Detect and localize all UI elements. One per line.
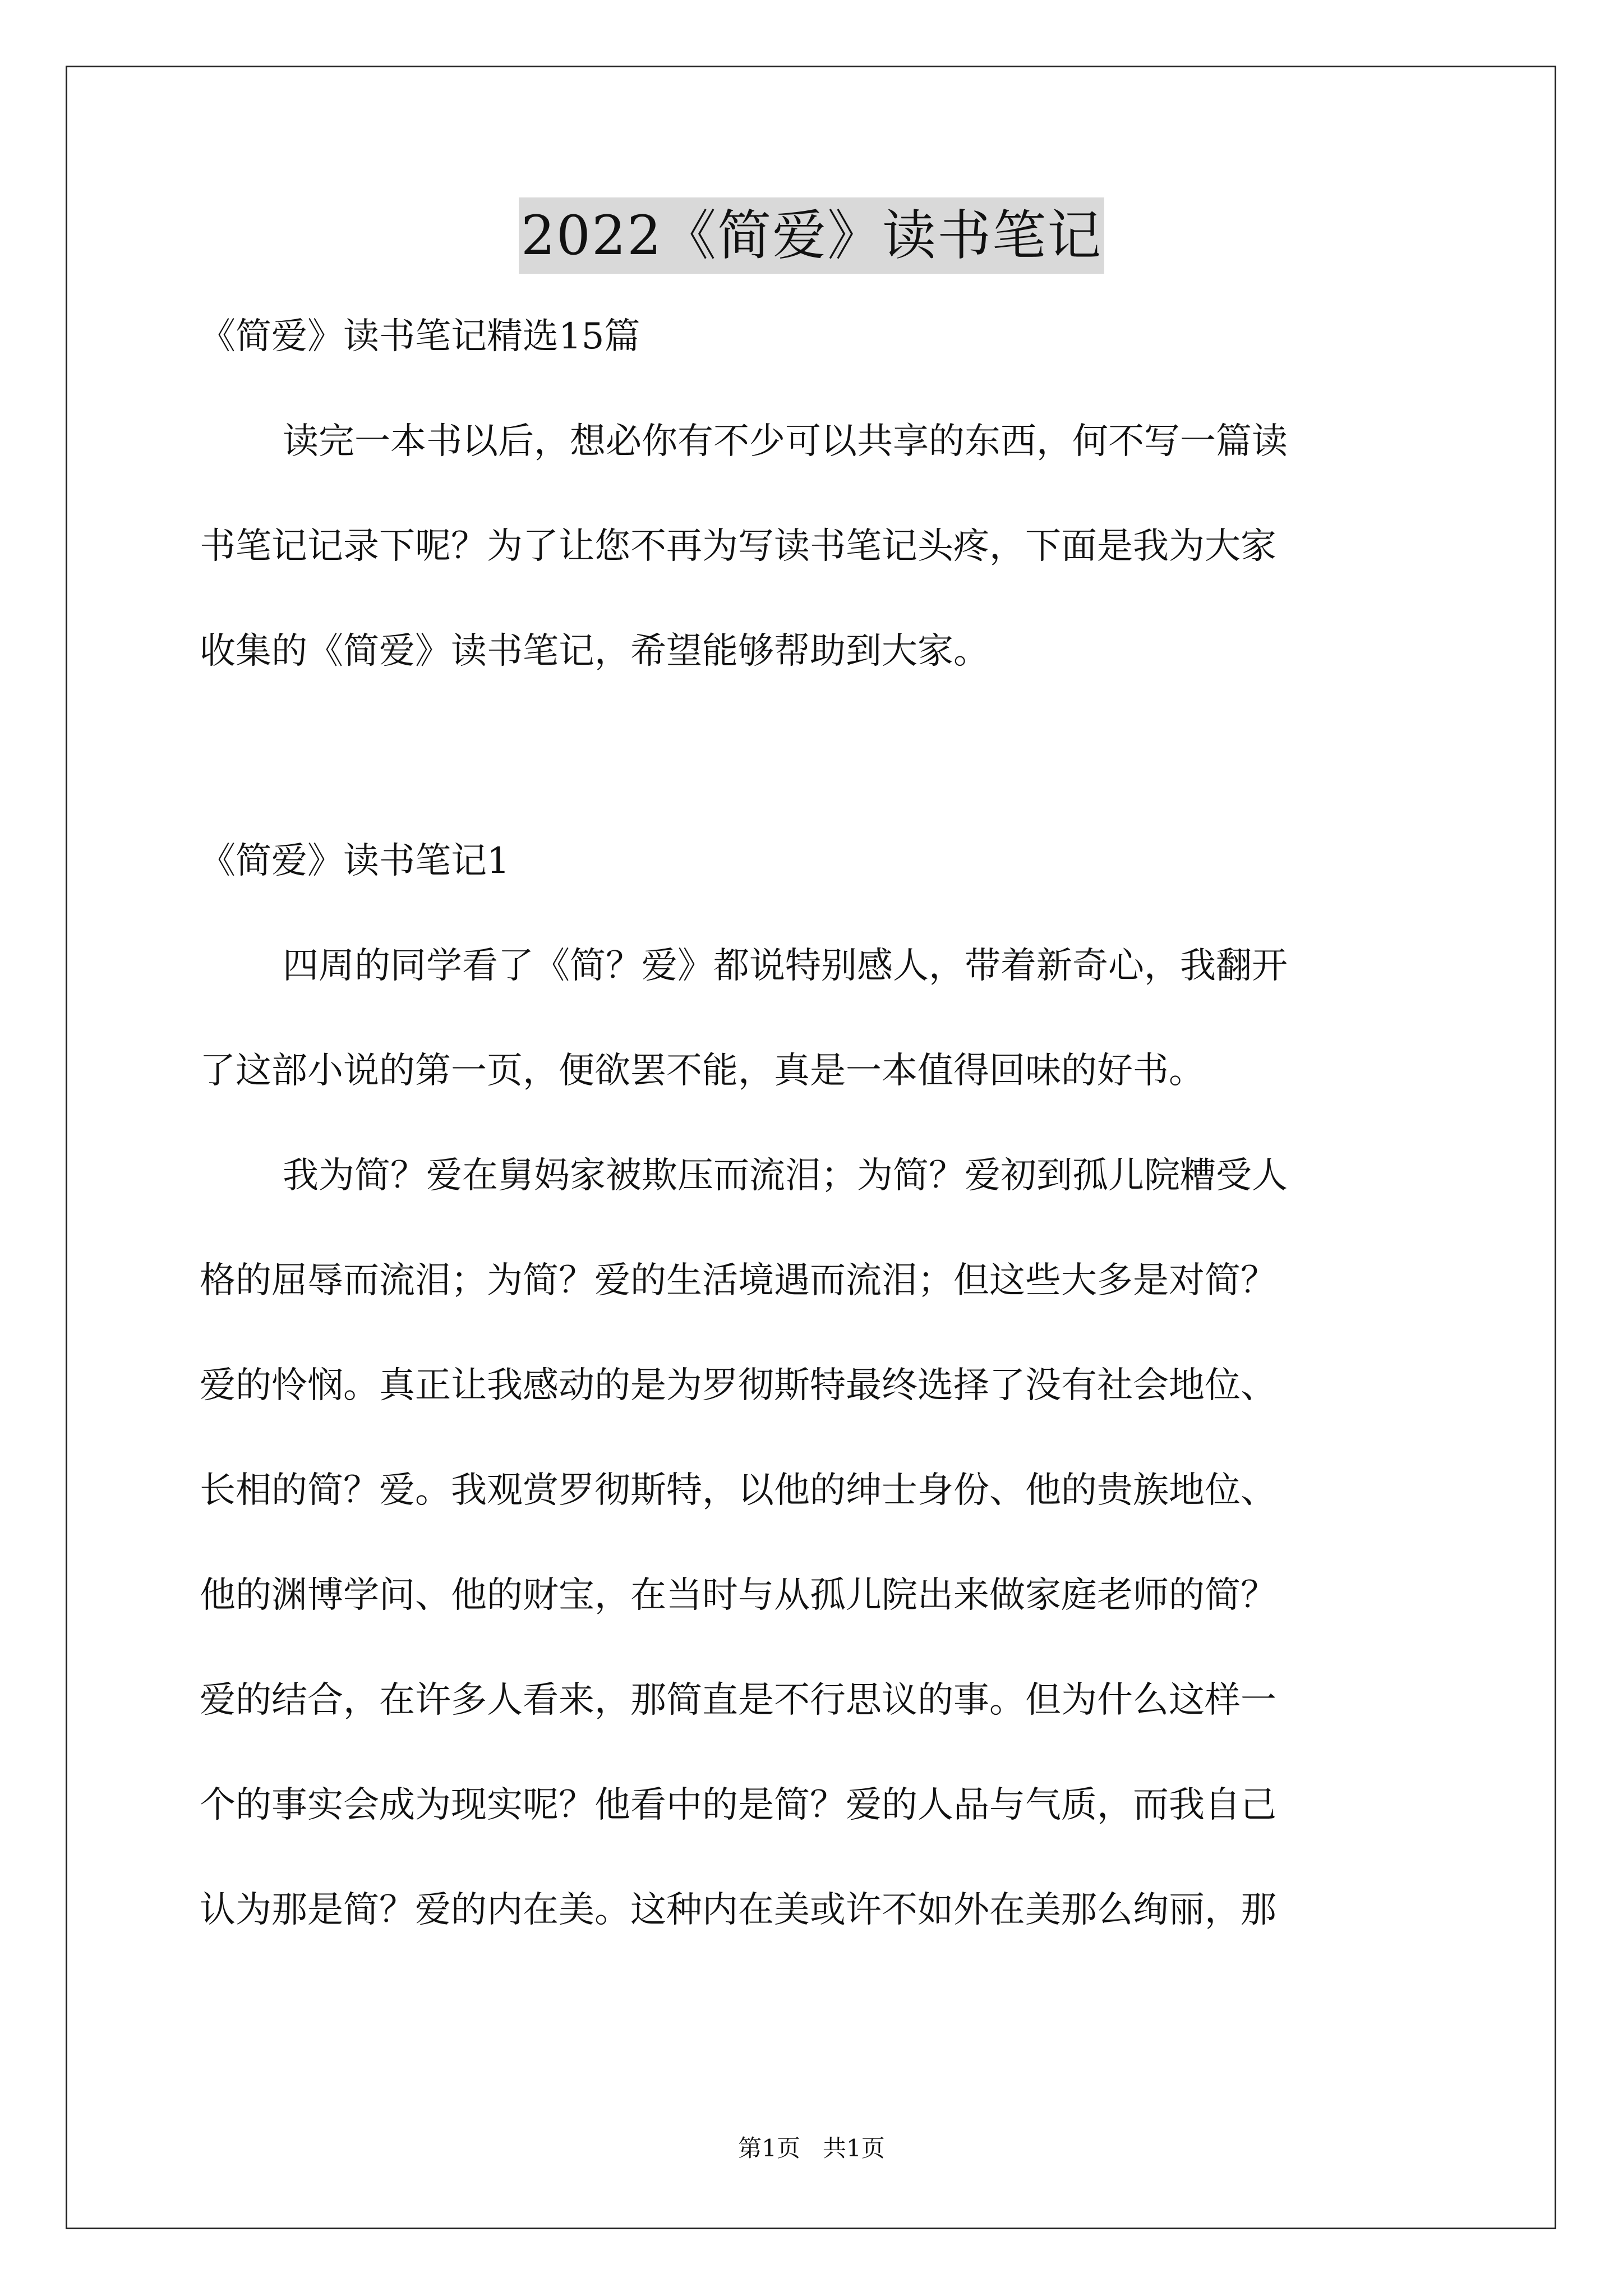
document-title: 2022《简爱》读书笔记 [519,197,1104,274]
paragraph-line: 四周的同学看了《简？爱》都说特别感人，带着新奇心，我翻开 [283,945,1288,987]
paragraph-line: 个的事实会成为现实呢？他看中的是简？爱的人品与气质，而我自己 [200,1784,1276,1826]
document-body [200,303,1433,1981]
paragraph-line: 我为简？爱在舅妈家被欺压而流泪；为简？爱初到孤儿院糟受人 [283,1155,1288,1197]
blank-line [200,723,1433,827]
paragraph-line: 书笔记记录下呢？为了让您不再为写读书笔记头疼，下面是我为大家 [200,526,1276,567]
section-heading: 《简爱》读书笔记1 [200,840,510,882]
paragraph-line: 认为那是简？爱的内在美。这种内在美或许不如外在美那么绚丽，那 [200,1889,1276,1931]
title-container [0,197,1623,274]
paragraph-line: 他的渊博学问、他的财宝，在当时与从孤儿院出来做家庭老师的简？ [200,1575,1276,1616]
paragraph-line: 读完一本书以后，想必你有不少可以共享的东西，何不写一篇读 [283,421,1288,462]
paragraph-line: 爱的怜悯。真正让我感动的是为罗彻斯特最终选择了没有社会地位、 [200,1365,1276,1406]
page-total: 共1页 [823,2134,885,2162]
paragraph-line: 收集的《简爱》读书笔记，希望能够帮助到大家。 [200,631,989,672]
page-number: 第1页 [738,2134,800,2162]
paragraph-line: 爱的结合，在许多人看来，那简直是不行思议的事。但为什么这样一 [200,1680,1276,1721]
subtitle-line: 《简爱》读书笔记精选15篇 [200,316,640,357]
paragraph-line: 格的屈辱而流泪；为简？爱的生活境遇而流泪；但这些大多是对简？ [200,1260,1276,1301]
page-footer [0,2132,1623,2165]
paragraph-line: 了这部小说的第一页，便欲罢不能，真是一本值得回味的好书。 [200,1050,1205,1092]
paragraph-line: 长相的简？爱。我观赏罗彻斯特，以他的绅士身份、他的贵族地位、 [200,1470,1276,1511]
